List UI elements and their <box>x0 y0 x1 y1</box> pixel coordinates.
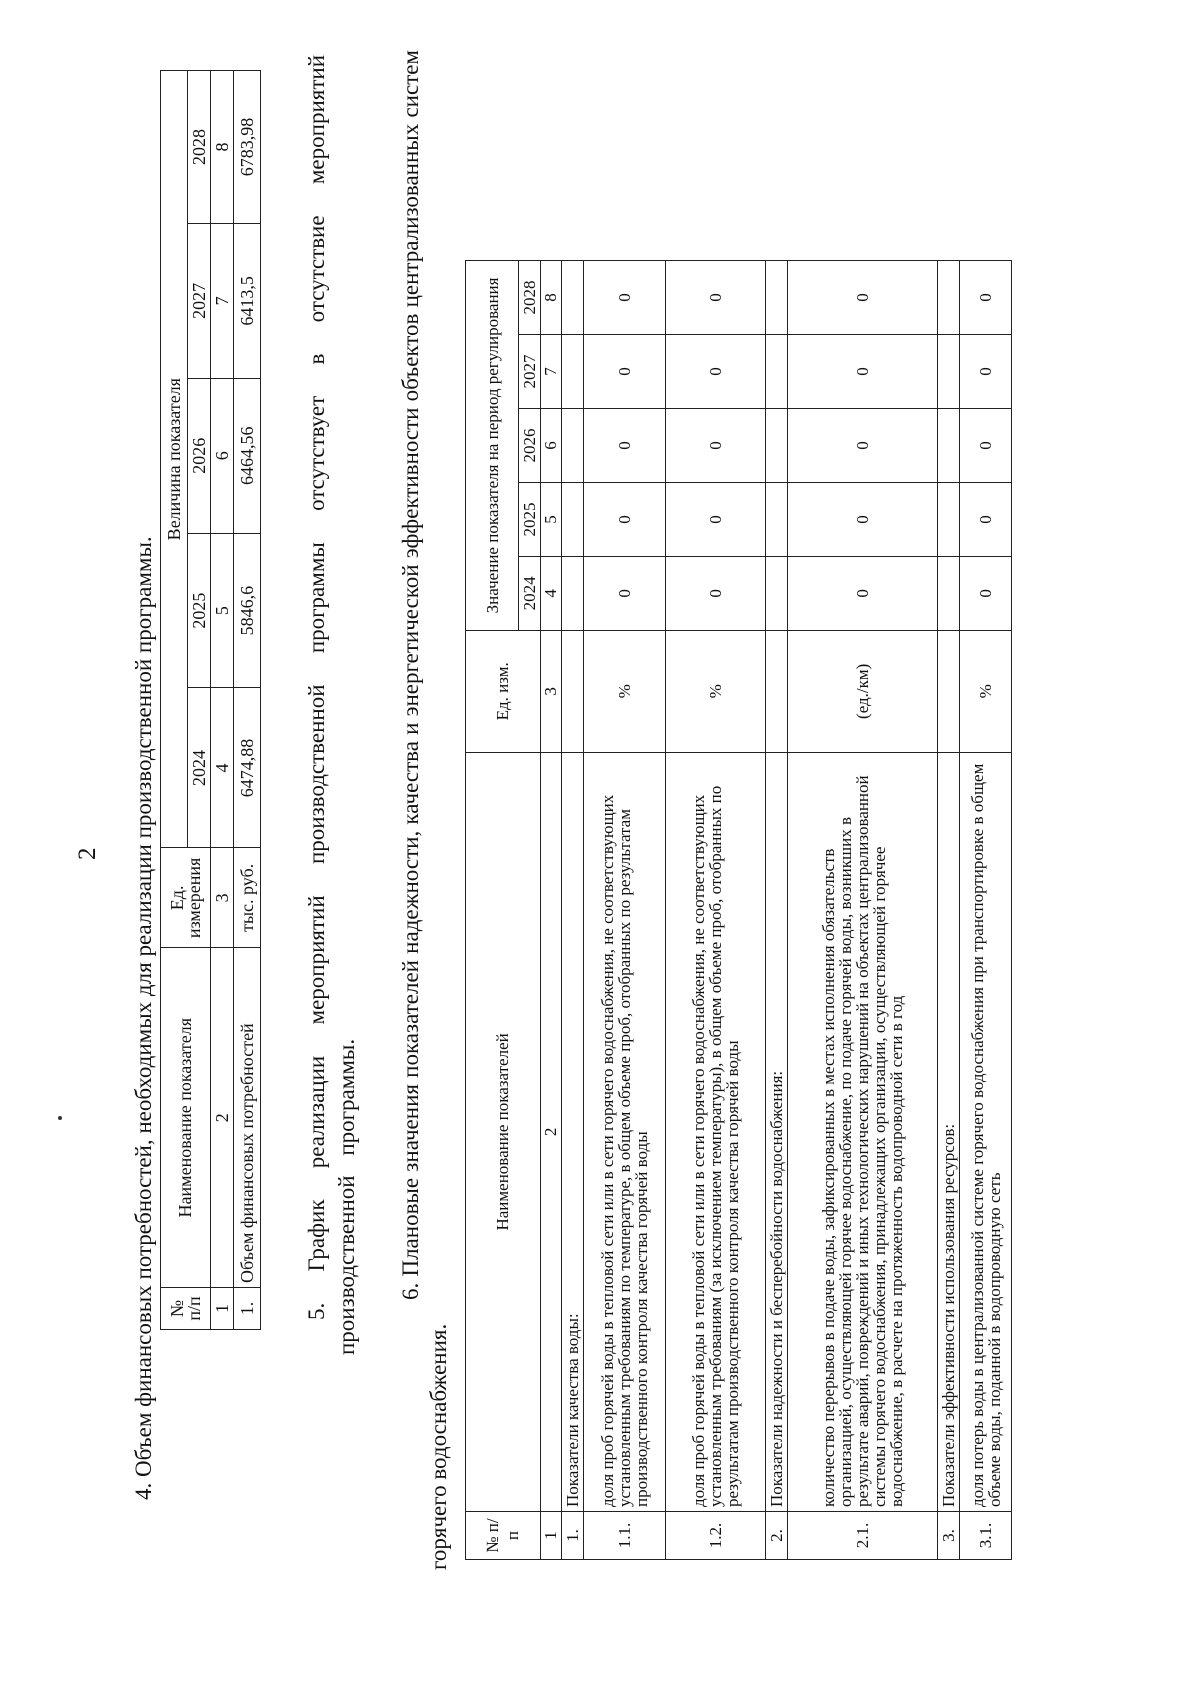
t2-index-cell: 7 <box>541 335 562 409</box>
t1-header-num: № п/п <box>161 1288 211 1330</box>
t1-year: 2025 <box>188 533 211 688</box>
t1-index-cell: 3 <box>211 848 234 948</box>
t2-header-name: Наименование показателей <box>466 752 541 1511</box>
t2-header-num: № п/п <box>466 1512 541 1560</box>
t1-year: 2027 <box>188 223 211 378</box>
t2-header-unit: Ед. изм. <box>466 630 541 752</box>
t2-section-title: Показатели эффективности использования ресурсов: <box>938 752 960 1511</box>
t2-row-name: доля потерь воды в централизованной системе горячего водоснабжения при транспортировке в общем объеме воды, поданной в водопроводную сеть <box>960 752 1012 1511</box>
section-4-heading: 4. Объем финансовых потребностей, необходимых для реализации производственной программы. <box>131 536 156 1500</box>
t2-row-name: количество перерывов в подаче воды, зафиксированных в местах исполнения обязательств организацией, осуществляющей горячее водоснабжение, по подаче горячей воды, возникших в результате аварий, повреждений и иных технологических нарушений на объектах централизованной системы горячего водоснабжения, принадлежащих организации, осуществляющей горячее водоснабжение, в расчете на протяженность водопроводной сети в год <box>788 752 938 1511</box>
t1-index-cell: 4 <box>211 688 234 848</box>
t2-row-name: доля проб горячей воды в тепловой сети или в сети горячего водоснабжения, не соответствующих установленным требованиям по температуре, в общем объеме проб, отобранных по результатам производственного контроля качества горячей воды <box>584 752 666 1511</box>
t1-row-name: Объем финансовых потребностей <box>234 948 261 1288</box>
t1-row-unit: тыс. руб. <box>234 848 261 948</box>
t2-year: 2025 <box>519 482 541 556</box>
t2-row-value: 0 <box>960 556 1012 630</box>
t1-year: 2028 <box>188 71 211 224</box>
t1-index-cell: 5 <box>211 533 234 688</box>
t2-year: 2026 <box>519 409 541 483</box>
t1-index-cell: 1 <box>211 1288 234 1330</box>
t2-row-unit: % <box>666 630 766 752</box>
t2-index-cell: 1 <box>541 1512 562 1560</box>
t2-row-num: 1.1. <box>584 1512 666 1560</box>
t2-index-cell: 6 <box>541 409 562 483</box>
t2-row-unit: (ед./км) <box>788 630 938 752</box>
t2-row-value: 0 <box>584 482 666 556</box>
t1-row-value: 6413,5 <box>234 223 261 378</box>
t2-row-value: 0 <box>788 335 938 409</box>
t2-index-cell: 2 <box>541 752 562 1511</box>
t2-section-num: 2. <box>766 1512 788 1560</box>
t1-index-cell: 2 <box>211 948 234 1288</box>
t1-row-num: 1. <box>234 1288 261 1330</box>
t2-row-value: 0 <box>666 556 766 630</box>
scan-speck <box>58 1116 62 1120</box>
t1-index-cell: 7 <box>211 223 234 378</box>
t1-row-value: 5846,6 <box>234 533 261 688</box>
t2-row-value: 0 <box>666 261 766 335</box>
t1-year: 2024 <box>188 688 211 848</box>
t2-row-value: 0 <box>960 261 1012 335</box>
t2-row-value: 0 <box>960 482 1012 556</box>
t2-year: 2027 <box>519 335 541 409</box>
t2-row-value: 0 <box>666 335 766 409</box>
t2-section-num: 3. <box>938 1512 960 1560</box>
t1-row-value: 6464,56 <box>234 378 261 533</box>
t2-row-unit: % <box>584 630 666 752</box>
t2-index-cell: 4 <box>541 556 562 630</box>
t2-row-unit: % <box>960 630 1012 752</box>
t2-section-title: Показатели надежности и бесперебойности водоснабжения: <box>766 752 788 1511</box>
t2-header-group: Значение показателя на период регулирования <box>466 261 519 631</box>
t2-row-value: 0 <box>584 409 666 483</box>
t2-index-cell: 5 <box>541 482 562 556</box>
t2-section-title: Показатели качества воды: <box>562 752 584 1511</box>
t2-index-cell: 3 <box>541 630 562 752</box>
t1-index-cell: 8 <box>211 71 234 224</box>
t2-row-value: 0 <box>666 409 766 483</box>
t1-header-name: Наименование показателя <box>161 948 211 1288</box>
t1-row-value: 6783,98 <box>234 71 261 224</box>
section-6-heading: 6. Плановые значения показателей надежности, качества и энергетической эффективности объектов централизованных систем горячего водоснабжения. <box>398 50 451 1570</box>
t2-row-value: 0 <box>788 409 938 483</box>
t1-year: 2026 <box>188 378 211 533</box>
financial-needs-table <box>160 70 261 1330</box>
section-5-text: 5. График реализации мероприятий производственной программы отсутствует в отсутствие мероприятий производственной программы. <box>304 55 359 1355</box>
t2-section-num: 1. <box>562 1512 584 1560</box>
t2-row-value: 0 <box>666 482 766 556</box>
t2-row-num: 2.1. <box>788 1512 938 1560</box>
t2-row-num: 3.1. <box>960 1512 1012 1560</box>
t2-year: 2028 <box>519 261 541 335</box>
indicators-table <box>465 260 1012 1560</box>
t2-row-value: 0 <box>584 556 666 630</box>
t2-row-name: доля проб горячей воды в тепловой сети или в сети горячего водоснабжения, не соответствующих установленным требованиям (за исключением температуры), в общем объеме проб, отобранных по результатам производственного контроля качества горячей воды <box>666 752 766 1511</box>
t2-row-value: 0 <box>788 482 938 556</box>
t1-header-unit: Ед. измерения <box>161 848 211 948</box>
page-number: 2 <box>74 847 101 860</box>
t2-row-value: 0 <box>788 556 938 630</box>
t2-row-value: 0 <box>960 335 1012 409</box>
t2-row-value: 0 <box>788 261 938 335</box>
t2-row-value: 0 <box>584 335 666 409</box>
t1-header-group: Величина показателя <box>161 71 188 848</box>
t2-index-cell: 8 <box>541 261 562 335</box>
t2-row-value: 0 <box>960 409 1012 483</box>
t2-row-value: 0 <box>584 261 666 335</box>
t2-year: 2024 <box>519 556 541 630</box>
t1-row-value: 6474,88 <box>234 688 261 848</box>
t1-index-cell: 6 <box>211 378 234 533</box>
t2-row-num: 1.2. <box>666 1512 766 1560</box>
